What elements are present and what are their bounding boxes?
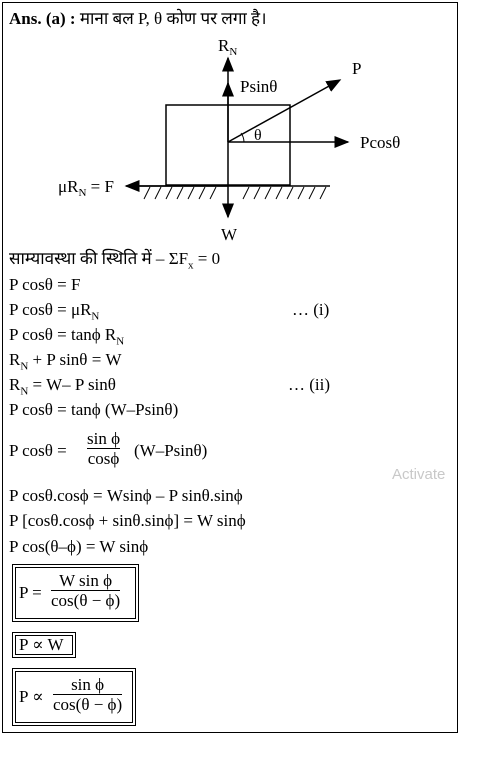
equation-7-rhs: (W–Psinθ) (134, 441, 208, 460)
equilibrium-line (9, 249, 220, 275)
result-3-numerator: sin ϕ (71, 675, 105, 694)
equation-tag-ii: … (ii) (288, 375, 331, 394)
equilibrium-text: साम्यावस्था की स्थिति में – (9, 249, 165, 268)
equation-1: P cosθ = F (9, 275, 81, 294)
equation-2: P $\cos\theta = \mu R_N$ (9, 300, 100, 323)
psin-label: Psinθ (240, 77, 278, 96)
sum-fx: $\Sigma F_x = 0$ (168, 249, 221, 272)
equation-6: P cosθ = tanϕ (W–Psinθ) (9, 400, 179, 419)
result-box-3 (12, 668, 136, 726)
equation-9: P [cosθ.cosϕ + sinθ.sinϕ] = W sinϕ (9, 511, 246, 530)
result-1-numerator: W sin ϕ (59, 571, 113, 590)
ground-hatching (144, 187, 326, 199)
equation-7-lhs: P cosθ = (9, 441, 67, 460)
force-diagram (0, 0, 482, 250)
equation-7-numerator: sin ϕ (87, 429, 121, 448)
result-1-lhs: P = (19, 583, 42, 602)
equation-7-fraction (87, 429, 120, 468)
result-3-denominator: cos(θ − ϕ) (53, 695, 123, 714)
pcos-label: Pcosθ (360, 133, 401, 152)
normal-force-label: $R_N$ (218, 36, 238, 58)
equation-7-denominator: cosϕ (87, 449, 120, 468)
equation-10: P cos(θ–ϕ) = W sinϕ (9, 537, 149, 556)
result-2: P ∝ W (19, 635, 64, 654)
friction-label: $\mu R_N = F$ (58, 177, 114, 199)
equation-5: $R_N = W-$ P sinθ (9, 375, 116, 398)
activation-watermark: Activate (392, 466, 446, 483)
equation-tag-i: … (i) (292, 300, 330, 319)
result-box-1 (12, 564, 139, 622)
result-box-2 (12, 632, 76, 658)
equation-4: $R_N + P$ sinθ = W (9, 350, 122, 373)
equation-8: P cosθ.cosϕ = Wsinϕ – P sinθ.sinϕ (9, 486, 243, 505)
p-label: P (352, 59, 362, 78)
result-1-fraction (51, 571, 120, 610)
result-1-denominator: cos(θ − ϕ) (51, 591, 121, 610)
answer-intro: माना बल P, θ कोण पर लगा है। (79, 9, 267, 28)
result-3-fraction (53, 675, 122, 714)
equation-3: P cosθ = tanϕ $R_N$ (9, 325, 125, 348)
weight-label: W (221, 225, 238, 244)
theta-label: θ (254, 127, 262, 144)
result-3-lhs: P ∝ (19, 687, 44, 706)
answer-label: Ans. (a) : (9, 9, 76, 28)
